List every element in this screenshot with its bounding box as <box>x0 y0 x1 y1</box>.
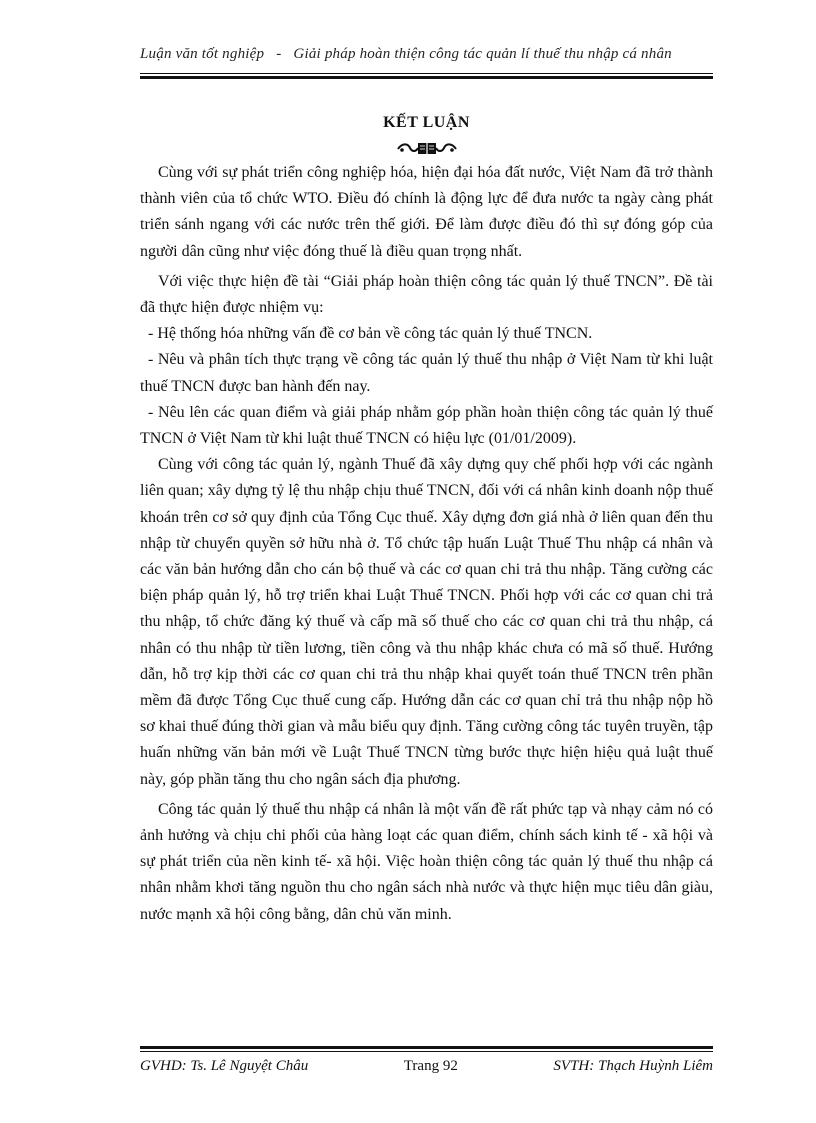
page-number: Trang 92 <box>403 1058 458 1074</box>
paragraph-final: Công tác quản lý thuế thu nhập cá nhân là một vấn đề rất phức tạp và nhạy cảm nó có ảnh hưởng và chịu chi phối của hàng loạt các quan điểm, chính sách kinh tế - xã hội và sự phát triển của nền kinh tế- xã hội. Việc hoàn thiện công tác quản lý thuế thu nhập cá nhân nhằm khơi tăng nguồn thu cho ngân sách nhà nước và thực hiện mục tiêu dân giàu, nước mạnh xã hội công bằng, dân chủ văn minh. <box>140 800 713 923</box>
page-title: KẾT LUẬN <box>383 114 470 131</box>
footer-advisor: GVHD: Ts. Lê Nguyệt Châu <box>140 1058 309 1074</box>
task-item: - Nêu lên các quan điểm và giải pháp nhằm góp phần hoàn thiện công tác quản lý thuế TNCN ở Việt Nam từ khi luật thuế TNCN có hiệu lực (01/01/2009). <box>140 403 713 448</box>
conclusion-body <box>140 160 713 928</box>
book-ornament-icon <box>140 140 713 161</box>
task-item: - Hệ thống hóa những vấn đề cơ bản về công tác quản lý thuế TNCN. <box>148 325 593 343</box>
paragraph-intro: Cùng với sự phát triển công nghiệp hóa, hiện đại hóa đất nước, Việt Nam đã trở thành thành viên của tổ chức WTO. Điều đó chính là động lực để đưa nước ta ngày càng phát triển sánh ngang với các nước trên thế giới. Để làm được điều đó thì sự đóng góp của người dân cũng như việc đóng thuế là điều quan trọng nhất. <box>140 164 713 260</box>
footer-rule <box>140 1046 713 1052</box>
paragraph-management: Cùng với công tác quản lý, ngành Thuế đã xây dựng quy chế phối hợp với các ngành liên quan; xây dựng tỷ lệ thu nhập chịu thuế TNCN, đối với cá nhân kinh doanh nộp thuế khoán trên cơ sở quy định của Tổng Cục thuế. Xây dựng đơn giá nhà ở liên quan đến thu nhập từ chuyển quyền sở hữu nhà ở. Tổ chức tập huấn Luật Thuế Thu nhập cá nhân và các văn bản hướng dẫn cho cán bộ thuế và các cơ quan chi trả thu nhập. Tăng cường các biện pháp quản lý, hỗ trợ triển khai Luật Thuế TNCN. Phối hợp với các cơ quan chi trả thu nhập, tổ chức đăng ký thuế và cấp mã số thuế cho các cơ quan chi trả thu nhập, cá nhân có thu nhập từ tiền lương, tiền công và thu nhập khác chưa có mã số thuế. Hướng dẫn, hỗ trợ kịp thời các cơ quan chi trả thu nhập khai quyết toán thuế TNCN trên phần mềm đã được Tổng Cục thuế cung cấp. Hướng dẫn các cơ quan chỉ trả thu nhập nộp hồ sơ khai thuế đúng thời gian và mẫu biểu quy định. Tăng cường công tác tuyên truyền, tập huấn những văn bản mới về Luật Thuế TNCN từng bước thực hiện hiệu quả luật thuế này, góp phần tăng thu cho ngân sách địa phương. <box>140 456 713 788</box>
header-left: Luận văn tốt nghiệp <box>140 46 265 62</box>
header-right: Giải pháp hoàn thiện công tác quản lí thuế thu nhập cá nhân <box>293 46 672 62</box>
footer-student: SVTH: Thạch Huỳnh Liêm <box>553 1058 713 1074</box>
paragraph-topic: Với việc thực hiện đề tài “Giải pháp hoàn thiện công tác quản lý thuế TNCN”. Đề tài đã thực hiện được nhiệm vụ: <box>140 272 713 317</box>
task-item: - Nêu và phân tích thực trạng về công tác quản lý thuế thu nhập ở Việt Nam từ khi luật thuế TNCN được ban hành đến nay. <box>140 351 713 395</box>
header-rule <box>140 73 713 79</box>
running-header <box>140 46 712 63</box>
running-footer <box>140 1058 713 1075</box>
header-separator: - <box>276 46 282 62</box>
